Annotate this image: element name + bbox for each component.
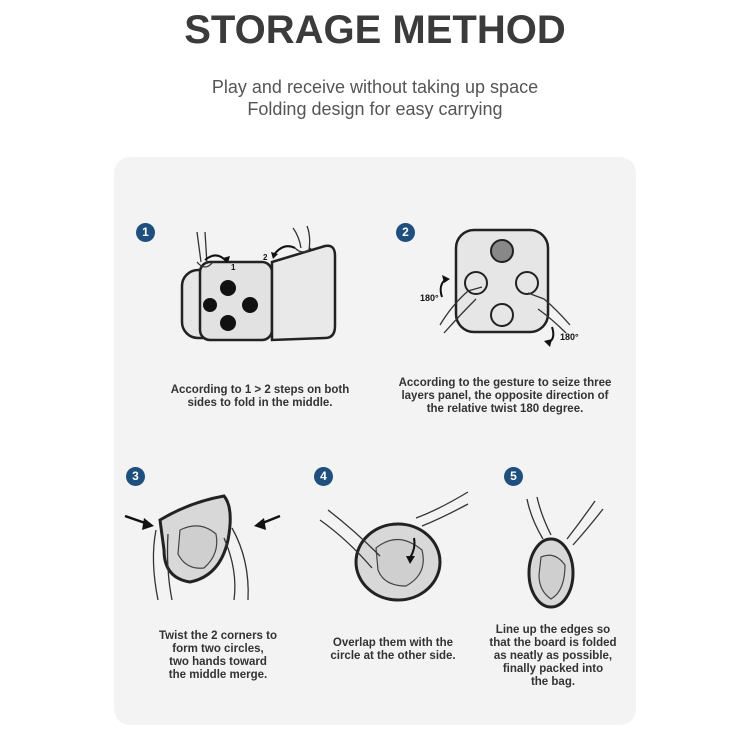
step-3-caption: Twist the 2 corners to form two circles, two hands toward the middle merge. xyxy=(158,630,277,681)
step-3-illustration xyxy=(120,490,285,605)
step-1-caption: According to 1 > 2 steps on both sides to fold in the middle. xyxy=(170,384,350,409)
step-2-badge: 2 xyxy=(396,223,415,242)
step-2-illustration xyxy=(420,225,590,350)
rotation-label-right: 180° xyxy=(560,332,579,342)
hole-icon xyxy=(491,304,513,326)
step-4-caption: Overlap them with the circle at the other side. xyxy=(330,637,456,662)
page-title: STORAGE METHOD xyxy=(184,8,566,52)
hole-icon xyxy=(242,297,258,313)
arrow-label-2: 2 xyxy=(263,253,268,262)
folded-panel-right xyxy=(272,246,335,340)
hole-icon xyxy=(220,315,236,331)
arrow-label-1: 1 xyxy=(231,263,236,272)
hole-icon xyxy=(220,280,236,296)
hole-icon xyxy=(491,240,513,262)
hand-icon xyxy=(293,226,311,252)
step-5-caption: Line up the edges so that the board is folded as neatly as possible, finally packed into the bag. xyxy=(489,624,617,688)
hole-icon xyxy=(203,298,217,312)
hole-icon xyxy=(516,272,538,294)
hand-icon-right xyxy=(416,492,468,526)
step-5-badge: 5 xyxy=(504,467,523,486)
step-4-badge: 4 xyxy=(314,467,333,486)
subtitle-line-2: Folding design for easy carrying xyxy=(247,99,503,119)
step-3-badge: 3 xyxy=(126,467,145,486)
subtitle-line-1: Play and receive without taking up space xyxy=(211,77,539,97)
step-1-badge: 1 xyxy=(136,223,155,242)
step-4-illustration xyxy=(318,490,473,610)
step-5-illustration xyxy=(515,495,615,613)
rotation-label-left: 180° xyxy=(420,293,439,303)
step-1-illustration xyxy=(175,222,345,347)
step-2-caption: According to the gesture to seize three layers panel, the opposite direction of the relative twist 180 degree. xyxy=(398,377,612,415)
hand-icon-left xyxy=(527,497,551,539)
hand-icon-right xyxy=(567,501,603,545)
